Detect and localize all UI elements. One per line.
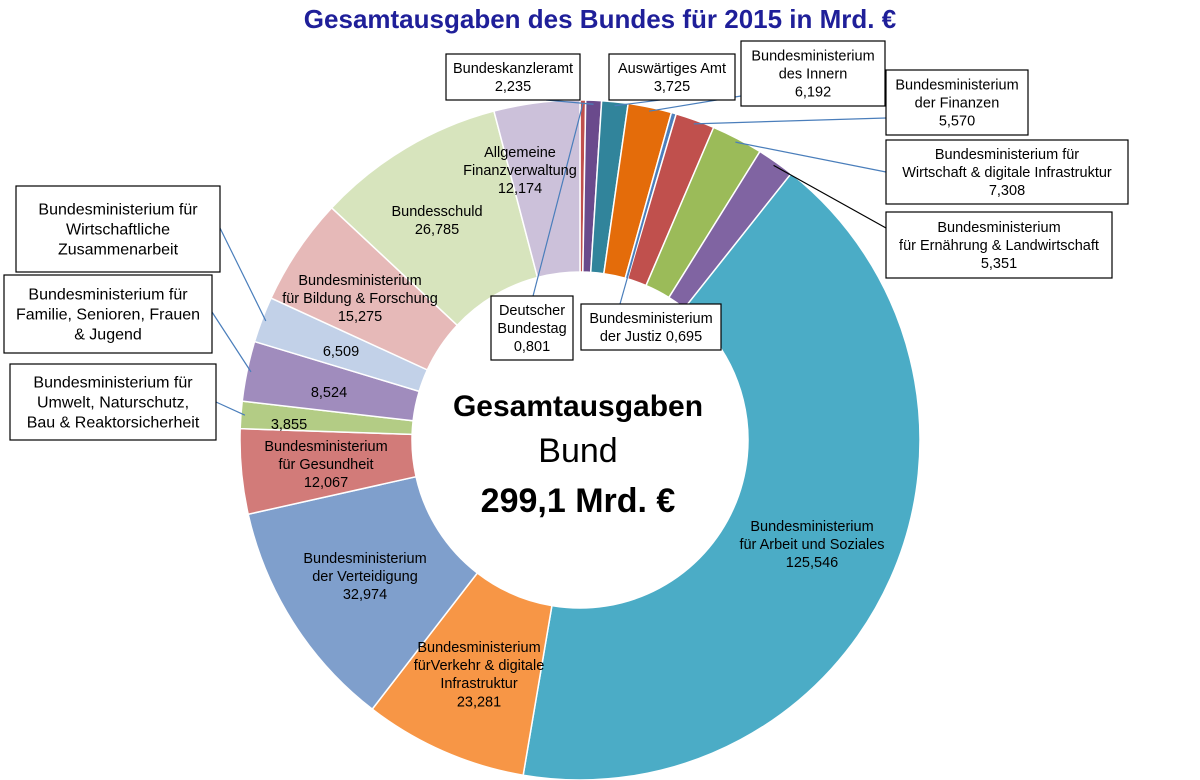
callout-label-5-line-0: Bundesministerium <box>895 77 1019 94</box>
slice-label-16-line-1: 26,785 <box>414 222 460 239</box>
slice-label-15-line-2: 15,275 <box>337 309 383 326</box>
slice-label-17-line-2: 12,174 <box>497 181 543 198</box>
leader-line-12 <box>216 402 245 415</box>
leader-line-5 <box>694 118 886 124</box>
center-label <box>453 390 703 520</box>
callout-label-1-line-1: 2,235 <box>494 79 532 96</box>
callout-label-4-line-1: der Justiz 0,695 <box>599 329 703 346</box>
callout-label-2-line-0: Auswärtiges Amt <box>618 61 726 78</box>
slice-label-10-line-0: Bundesministerium <box>303 550 427 567</box>
callout-label-1-line-0: Bundeskanzleramt <box>452 61 574 78</box>
callout-label-6-line-2: 7,308 <box>988 183 1026 200</box>
callout-label-7-line-2: 5,351 <box>980 256 1018 273</box>
slice-value-14: 6,509 <box>322 344 360 360</box>
callout-label-14-line-2: Zusammenarbeit <box>57 241 179 259</box>
slice-label-15-line-0: Bundesministerium <box>298 272 422 289</box>
callout-label-13-line-0: Bundesministerium für <box>28 286 188 304</box>
center-label-line3: 299,1 Mrd. € <box>480 482 676 520</box>
chart-title: Gesamtausgaben des Bundes für 2015 in Mrd. € <box>303 4 897 34</box>
callout-label-0-line-1: Bundestag <box>497 321 567 338</box>
callout-label-7-line-0: Bundesministerium <box>937 219 1061 236</box>
slice-label-8-line-1: für Arbeit und Soziales <box>739 537 885 554</box>
callout-label-2-line-1: 3,725 <box>653 79 691 96</box>
slice-value-12: 3,855 <box>270 417 308 433</box>
slice-label-9-line-3: 23,281 <box>456 694 502 711</box>
slice-label-11-line-2: 12,067 <box>303 475 349 492</box>
slice-label-11-line-1: für Gesundheit <box>278 457 374 474</box>
slice-label-9-line-0: Bundesministerium <box>417 639 541 656</box>
callout-label-14-line-0: Bundesministerium für <box>38 201 198 219</box>
callout-label-5-line-1: der Finanzen <box>914 95 1000 112</box>
callout-label-6-line-0: Bundesministerium für <box>934 146 1080 163</box>
slice-label-11-line-0: Bundesministerium <box>264 438 388 455</box>
slice-label-17-line-0: Allgemeine <box>484 144 556 161</box>
slice-label-9-line-2: Infrastruktur <box>440 676 518 693</box>
callout-label-12-line-0: Bundesministerium für <box>33 374 193 392</box>
slice-label-8-line-0: Bundesministerium <box>750 518 874 535</box>
center-label-line2: Bund <box>538 432 618 470</box>
slice-label-16-line-0: Bundesschuld <box>391 204 483 221</box>
slice-label-10-line-1: der Verteidigung <box>312 569 418 586</box>
slice-label-9-line-1: fürVerkehr & digitale <box>413 658 545 675</box>
callout-label-13-line-1: Familie, Senioren, Frauen <box>15 306 201 324</box>
callout-label-4-line-0: Bundesministerium <box>589 311 713 328</box>
callout-label-13-line-2: & Jugend <box>74 326 142 344</box>
callout-label-5-line-2: 5,570 <box>938 113 976 130</box>
callout-label-3-line-2: 6,192 <box>794 84 832 101</box>
callout-label-12-line-1: Umwelt, Naturschutz, <box>36 394 190 412</box>
callout-label-3-line-0: Bundesministerium <box>751 48 875 65</box>
callout-label-3-line-1: des Innern <box>778 66 848 83</box>
callout-label-0-line-0: Deutscher <box>498 302 566 319</box>
center-label-line1: Gesamtausgaben <box>452 390 704 423</box>
slice-value-13: 8,524 <box>310 385 348 401</box>
slice-label-8-line-2: 125,546 <box>785 555 839 572</box>
callout-label-12-line-2: Bau & Reaktorsicherheit <box>26 414 200 432</box>
callout-label-14-line-1: Wirtschaftliche <box>65 221 171 239</box>
slice-label-15-line-1: für Bildung & Forschung <box>282 291 438 308</box>
callout-label-7-line-1: für Ernährung & Landwirtschaft <box>899 238 1099 255</box>
leader-line-14 <box>220 228 266 321</box>
callout-label-0-line-2: 0,801 <box>513 339 551 356</box>
callout-label-6-line-1: Wirtschaft & digitale Infrastruktur <box>902 165 1112 182</box>
slice-label-10-line-2: 32,974 <box>342 587 388 604</box>
slice-label-17-line-1: Finanzverwaltung <box>463 163 577 180</box>
leader-line-13 <box>212 312 251 372</box>
